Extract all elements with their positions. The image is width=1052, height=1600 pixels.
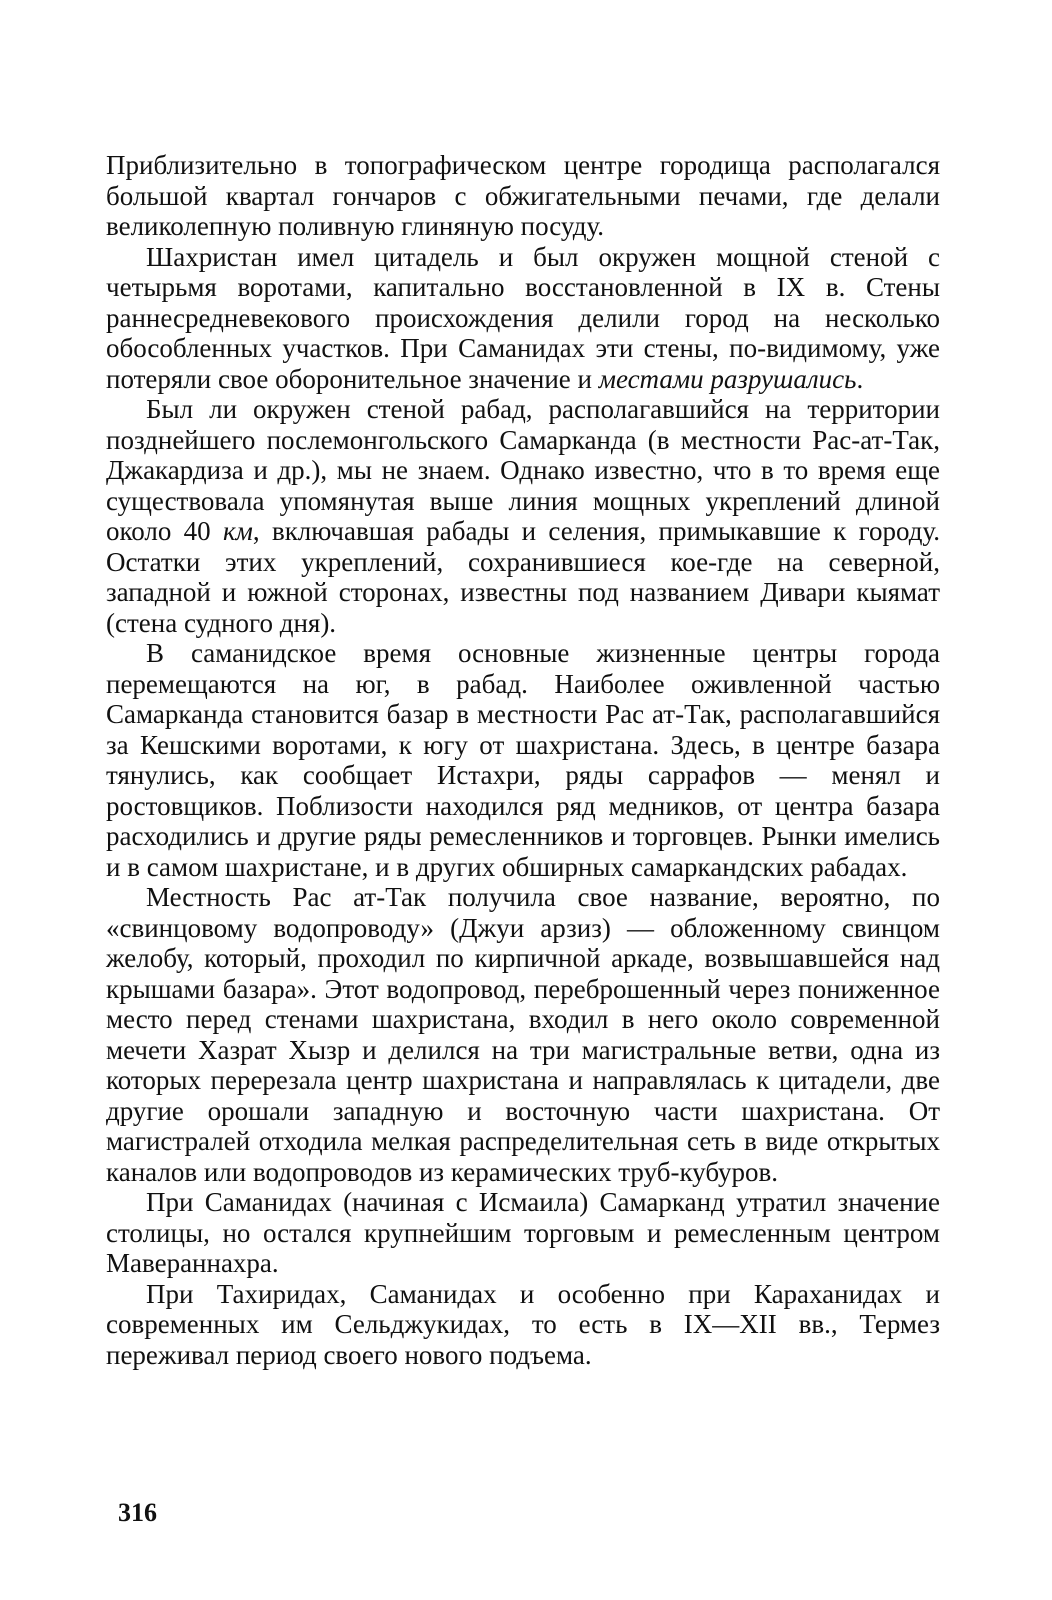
paragraph-3: Был ли окружен стеной рабад, располагавшийся на территории позднейшего послемонгольского Самарканда (в местности Рас-ат-Так, Джакардиза и др.), мы не знаем. Однако известно, что в то время еще существовала упомянутая выше линия мощных укреплений длиной около 40 км, включавшая рабады и селения, примыкавшие к городу. Остатки этих укреплений, сохранившиеся кое-где на северной, западной и южной сторонах, известны под названием Дивари кыямат (стена судного дня). [106, 394, 940, 638]
body-text [106, 150, 940, 1370]
paragraph-6: При Саманидах (начиная с Исмаила) Самарканд утратил значение столицы, но остался крупнейшим торговым и ремесленным центром Мавераннахра. [106, 1187, 940, 1278]
paragraph-2: Шахристан имел цитадель и был окружен мощной стеной с четырьмя воротами, капитально восстановленной в IX в. Стены раннесредневекового происхождения делили город на несколько обособленных участков. При Саманидах эти стены, по-видимому, уже потеряли свое оборонительное значение и местами разрушались. [106, 241, 940, 394]
paragraph-4: В саманидское время основные жизненные центры города перемещаются на юг, в рабад. Наиболее оживленной частью Самарканда становится базар в местности Рас ат-Так, располагавшийся за Кешскими воротами, к югу от шахристана. Здесь, в центре базара тянулись, как сообщает Истахри, ряды саррафов — менял и ростовщиков. Поблизости находился ряд медников, от центра базара расходились и другие ряды ремесленников и торговцев. Рынки имелись и в самом шахристане, и в других обширных самаркандских рабадах. [106, 638, 940, 882]
italic-phrase: местами разрушались [598, 363, 857, 394]
paragraph-7: При Тахиридах, Саманидах и особенно при Караханидах и современных им Сельджукидах, то есть в IX—XII вв., Термез переживал период своего нового подъема. [106, 1278, 940, 1370]
italic-unit: км [223, 516, 253, 546]
page-number: 316 [118, 1498, 157, 1527]
paragraph-5: Местность Рас ат-Так получила свое название, вероятно, по «свинцовому водопроводу» (Джуи арзиз) — обложенному свинцом желобу, который, проходил по кирпичной аркаде, возвышавшейся над крышами базара». Этот водопровод, переброшенный через пониженное место перед стенами шахристана, входил в него около современной мечети Хазрат Хызр и делился на три магистральные ветви, одна из которых перерезала центр шахристана и направлялась к цитадели, две другие орошали западную и восточную части шахристана. От магистралей отходила мелкая распределительная сеть в виде открытых каналов или водопроводов из керамических труб-кубуров. [106, 882, 940, 1187]
paragraph-1: Приблизительно в топографическом центре городища располагался большой квартал гончаров с обжигательными печами, где делали великолепную поливную глиняную посуду. [106, 150, 940, 241]
